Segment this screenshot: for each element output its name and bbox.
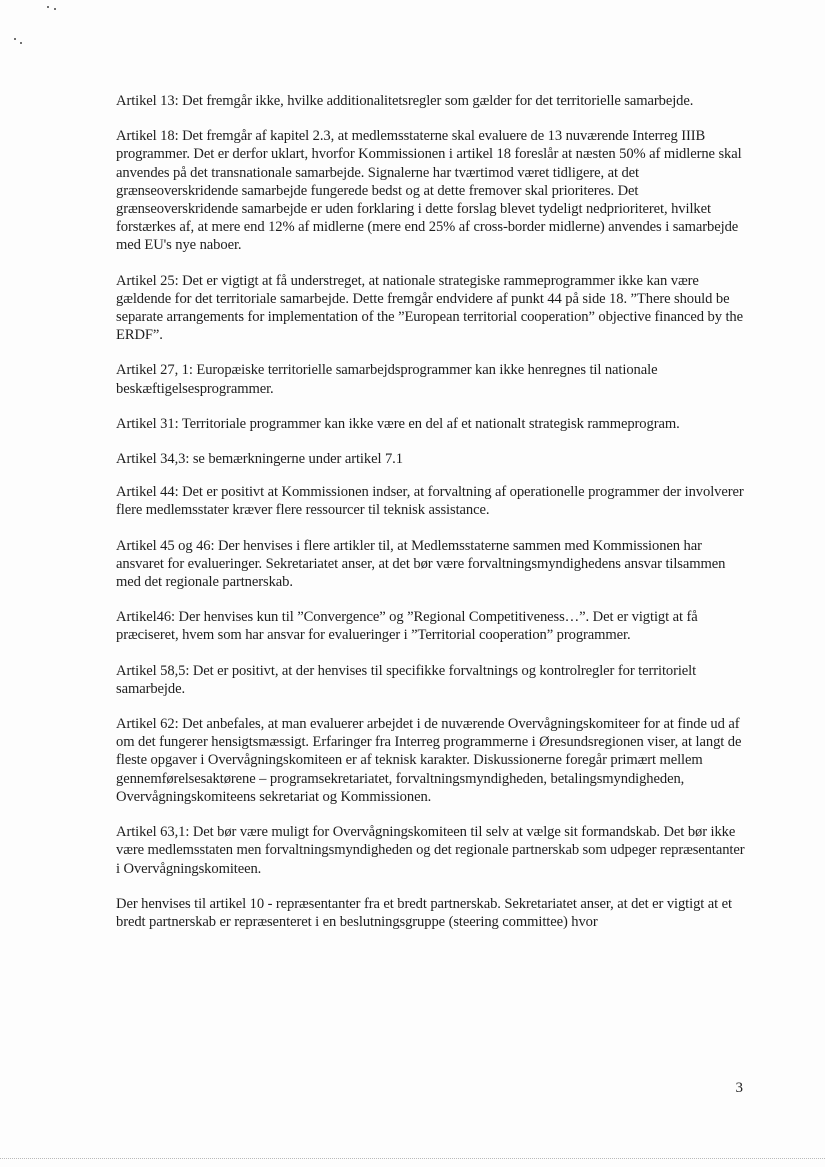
paragraph-artikel-18: Artikel 18: Det fremgår af kapitel 2.3, at medlemsstaterne skal evaluere de 13 nuværende Interreg IIIB programmer. Det er derfor uklart, hvorfor Kommissionen i artikel 18 foreslår at næsten 50% af midlerne skal anvendes på det transnationale samarbejde. Signalerne har tværtimod været tidligere, at det grænseoverskridende samarbejde fungerede bedst og at dette fremover skal prioriteres. Det grænseoverskridende samarbejde er uden forklaring i dette forslag blevet tydeligt nedprioriteret, hvilket forstærkes af, at mere end 12% af midlerne (mere end 25% af cross-border midlerne) anvendes i samarbejde med EU's nye naboer. — [116, 128, 742, 254]
paragraph-artikel-63: Artikel 63,1: Det bør være muligt for Overvågningskomiteen til selv at vælge sit formandskab. Det bør ikke være medlemsstaten men forvaltningsmyndigheden og det regionale partnerskab som udpeger repræsentanter i Overvågningskomiteen. — [116, 824, 745, 877]
scan-speck — [20, 42, 22, 44]
paragraph-artikel-31: Artikel 31: Territoriale programmer kan ikke være en del af et nationalt strategisk rammeprogram. — [116, 415, 680, 432]
document-body — [116, 92, 748, 948]
paragraph-artikel-25: Artikel 25: Det er vigtigt at få understreget, at nationale strategiske rammeprogrammer ikke kan være gældende for det territoriale samarbejde. Dette fremgår endvidere af punkt 44 på side 18. ”There should be separate arrangements for implementation of the ”European territorial cooperation” objective financed by the ERDF”. — [116, 272, 743, 344]
paragraph-artikel-34: Artikel 34,3: se bemærkningerne under artikel 7.1 — [116, 451, 403, 468]
scan-speck — [54, 8, 56, 10]
page-number: 3 — [735, 1080, 743, 1096]
paragraph-artikel-45-46: Artikel 45 og 46: Der henvises i flere artikler til, at Medlemsstaterne sammen med Kommissionen har ansvaret for evalueringer. Sekretariatet anser, at det bør være forvaltningsmyndighedens ansvar tilsammen med det regionale partnerskab. — [116, 537, 726, 591]
paragraph-artikel-27: Artikel 27, 1: Europæiske territorielle samarbejdsprogrammer kan ikke henregnes til nationale beskæftigelsesprogrammer. — [116, 362, 658, 397]
paragraph-artikel-13: Artikel 13: Det fremgår ikke, hvilke additionalitetsregler som gælder for det territorielle samarbejde. — [116, 93, 694, 109]
paragraph-artikel-62: Artikel 62: Det anbefales, at man evaluerer arbejdet i de nuværende Overvågningskomiteer for at finde ud af om det fungerer hensigtsmæssigt. Erfaringer fra Interreg programmerne i Øresundsregionen viser, at langt de fleste opgaver i Overvågningskomiteen er af teknisk karakter. Diskussionerne foregår primært mellem gennemførelsesaktørene – programsekretariatet, forvaltningsmyndigheden, betalingsmyndigheden, Overvågningskomiteens sekretariat og Kommissionen. — [116, 716, 742, 805]
scan-bottom-edge — [0, 1158, 825, 1159]
scan-speck — [14, 38, 16, 40]
paragraph-artikel-58: Artikel 58,5: Det er positivt, at der henvises til specifikke forvaltnings og kontrolregler for territorielt samarbejde. — [116, 662, 697, 697]
paragraph-artikel-10-reference: Der henvises til artikel 10 - repræsentanter fra et bredt partnerskab. Sekretariatet anser, at det er vigtigt at et bredt partnerskab er repræsenteret i en beslutningsgruppe (steering committee) hvor — [116, 895, 733, 930]
paragraph-artikel-46: Artikel46: Der henvises kun til ”Convergence” og ”Regional Competitiveness…”. Det er vigtigt at få præciseret, hvem som har ansvar for evalueringer i ”Territorial cooperation” programmer. — [116, 609, 698, 644]
paragraph-artikel-44: Artikel 44: Det er positivt at Kommissionen indser, at forvaltning af operationelle programmer der involverer flere medlemsstater kræver flere ressourcer til teknisk assistance. — [116, 484, 744, 519]
scan-speck — [47, 6, 49, 8]
